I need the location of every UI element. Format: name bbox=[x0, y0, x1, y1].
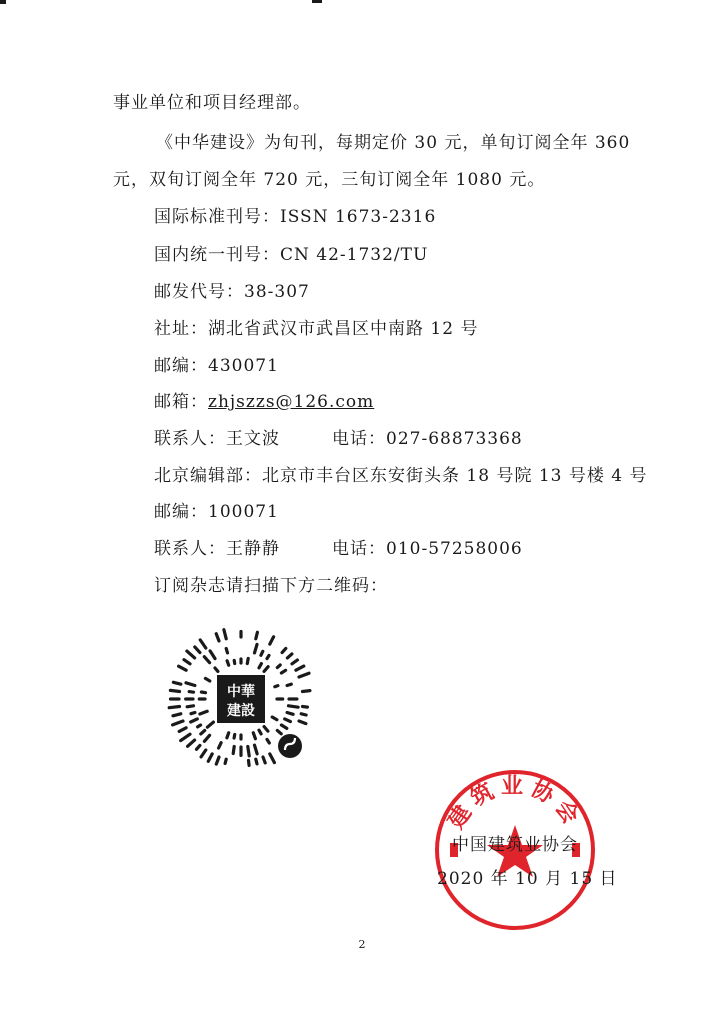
body-line-2: 《中华建设》为旬刊，每期定价 30 元，单旬订阅全年 360 bbox=[156, 133, 631, 153]
qr-dash bbox=[197, 745, 200, 749]
qr-dash bbox=[186, 683, 195, 686]
signature-org: 中国建筑业协会 bbox=[452, 835, 578, 855]
qr-dash bbox=[215, 668, 218, 671]
qr-dash bbox=[208, 754, 212, 761]
email-link[interactable]: zhjszzs@126.com bbox=[208, 392, 375, 412]
contact-name: 联系人：王静静 bbox=[154, 539, 280, 559]
qr-dash bbox=[204, 657, 209, 663]
email-label: 邮箱： bbox=[154, 392, 208, 412]
email-line bbox=[154, 392, 374, 412]
qr-dash bbox=[263, 757, 265, 763]
qr-dash bbox=[173, 721, 183, 725]
qr-dash bbox=[281, 670, 285, 673]
qr-dash bbox=[275, 686, 278, 687]
subscribe-note: 订阅杂志请扫描下方二维码： bbox=[154, 576, 388, 596]
qr-dash bbox=[226, 649, 227, 653]
qr-dash bbox=[201, 730, 205, 734]
qr-dash bbox=[303, 691, 310, 692]
body-line-3: 元，双旬订阅全年 720 元，三旬订阅全年 1080 元。 bbox=[113, 170, 546, 190]
qr-dash bbox=[187, 706, 193, 707]
qr-dash bbox=[287, 713, 293, 715]
qr-dash bbox=[187, 651, 195, 658]
qr-dash bbox=[189, 692, 193, 693]
postcode-line: 邮编：430071 bbox=[154, 356, 279, 376]
qr-dash bbox=[227, 733, 229, 738]
qr-dash bbox=[184, 660, 190, 664]
qr-dash bbox=[210, 651, 215, 659]
svg-text:建筑业协会 bbox=[443, 773, 587, 833]
issn-line: 国际标准刊号：ISSN 1673-2316 bbox=[154, 207, 437, 227]
qr-dash bbox=[179, 666, 187, 670]
qr-dash bbox=[299, 673, 309, 677]
qr-dash bbox=[277, 730, 281, 733]
qr-dash bbox=[255, 745, 258, 754]
qr-dash bbox=[170, 690, 179, 691]
qr-dash bbox=[188, 740, 195, 746]
qr-dash bbox=[173, 682, 180, 684]
qr-dash bbox=[234, 735, 235, 739]
qr-dash bbox=[191, 713, 195, 714]
body-line-1: 事业单位和项目经理部。 bbox=[113, 93, 311, 113]
qr-dash bbox=[282, 648, 286, 652]
qr-dash bbox=[287, 684, 291, 685]
qr-dash bbox=[225, 759, 226, 763]
qr-dash bbox=[179, 728, 186, 732]
qr-dash bbox=[195, 647, 200, 653]
qr-dash bbox=[256, 632, 258, 639]
qr-dash bbox=[255, 644, 258, 653]
contact-phone: 电话：027-68873368 bbox=[332, 429, 523, 449]
qr-dash bbox=[264, 667, 268, 672]
qr-dash bbox=[233, 747, 234, 754]
qr-dash bbox=[253, 733, 255, 739]
qr-dash bbox=[216, 634, 219, 641]
qr-dash bbox=[259, 730, 261, 734]
mini-program-icon bbox=[278, 734, 302, 758]
qr-dash bbox=[267, 655, 269, 658]
qr-logo-text-bottom: 建設 bbox=[227, 703, 255, 719]
qr-dash bbox=[261, 651, 263, 655]
qr-dash bbox=[200, 640, 206, 648]
qr-dash bbox=[248, 747, 249, 756]
qr-dash bbox=[205, 678, 209, 681]
address-line: 社址：湖北省武汉市武昌区中南路 12 号 bbox=[154, 319, 479, 339]
qr-dash bbox=[270, 754, 275, 763]
qr-dash bbox=[216, 757, 219, 764]
qr-dash bbox=[287, 654, 292, 658]
signature-date: 2020 年 10 月 15 日 bbox=[437, 869, 618, 889]
qr-dash bbox=[204, 735, 209, 741]
seal-text: 建筑业协会 bbox=[443, 773, 587, 834]
qr-dash bbox=[256, 759, 257, 764]
qr-dash bbox=[272, 717, 277, 720]
qr-dash bbox=[169, 707, 179, 708]
scan-mark bbox=[312, 0, 322, 3]
qr-dash bbox=[247, 658, 248, 663]
qr-dash bbox=[264, 727, 268, 732]
qr-dash bbox=[227, 661, 229, 665]
cn-line: 国内统一刊号：CN 42-1732/TU bbox=[154, 245, 429, 265]
qr-dash bbox=[181, 734, 190, 740]
contact-line-1 bbox=[154, 429, 523, 449]
qr-dash bbox=[301, 714, 306, 715]
qr-dash bbox=[207, 722, 213, 727]
qr-dash bbox=[281, 725, 286, 728]
scan-mark bbox=[0, 0, 6, 4]
contact-line-2 bbox=[154, 539, 523, 559]
qr-dash bbox=[224, 630, 226, 639]
qr-dash bbox=[289, 706, 299, 707]
qr-code[interactable] bbox=[160, 618, 322, 780]
qr-dash bbox=[285, 719, 291, 722]
qr-logo-text-top: 中華 bbox=[227, 684, 255, 700]
beijing-office-line: 北京编辑部：北京市丰台区东安街头条 18 号院 13 号楼 4 号 bbox=[154, 466, 648, 486]
postcode-line-2: 邮编：100071 bbox=[154, 502, 279, 522]
qr-dash bbox=[201, 692, 205, 693]
qr-dash bbox=[219, 743, 222, 748]
qr-dash bbox=[191, 719, 198, 722]
qr-dash bbox=[296, 666, 304, 670]
qr-dash bbox=[173, 714, 181, 716]
qr-dash bbox=[234, 660, 235, 663]
qr-dash bbox=[303, 707, 308, 708]
page-number: 2 bbox=[358, 938, 366, 951]
qr-dash bbox=[267, 739, 269, 743]
contact-phone: 电话：010-57258006 bbox=[332, 539, 523, 559]
qr-dash bbox=[259, 664, 261, 668]
qr-dash bbox=[299, 721, 306, 724]
qr-dash bbox=[277, 665, 280, 668]
qr-dash bbox=[198, 725, 201, 727]
qr-dash bbox=[201, 750, 206, 757]
qr-dash bbox=[292, 660, 297, 664]
qr-dash bbox=[200, 711, 207, 714]
postal-code-line: 邮发代号：38-307 bbox=[154, 282, 310, 302]
contact-name: 联系人：王文波 bbox=[154, 429, 280, 449]
qr-dash bbox=[249, 761, 250, 766]
qr-dash bbox=[270, 637, 274, 644]
